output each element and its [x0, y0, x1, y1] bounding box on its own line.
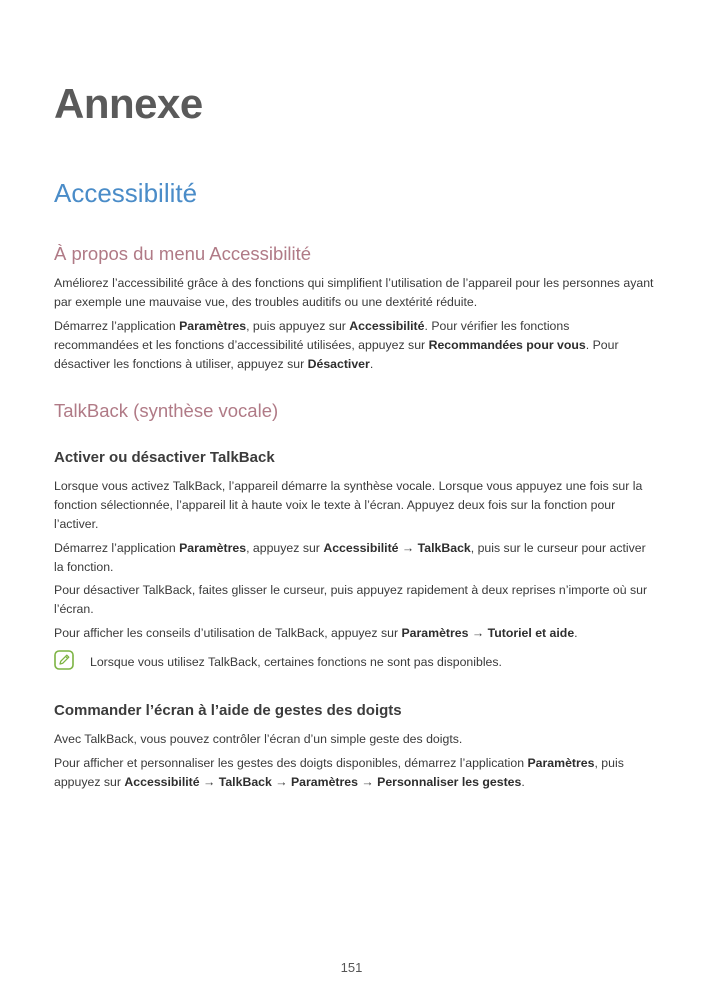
accessibility-menu: Accessibilité: [349, 319, 425, 333]
gestures-paragraph-2: Pour afficher et personnaliser les gestes des doigts disponibles, démarrez l’application Paramètres, puis appuyez sur Accessibilité → TalkBack → Paramètres → Personnaliser les gestes.: [54, 756, 624, 789]
toggle-paragraph-2: Démarrez l’application Paramètres, appuyez sur Accessibilité → TalkBack, puis sur le curseur pour activer la fonction.: [54, 541, 646, 574]
toggle-paragraph-4: Pour afficher les conseils d’utilisation de TalkBack, appuyez sur Paramètres → Tutoriel et aide.: [54, 626, 578, 640]
page-number: 151: [340, 960, 363, 975]
talkback-title: TalkBack (synthèse vocale): [54, 400, 279, 421]
arrow-glyph: →: [357, 775, 378, 789]
disable-menu: Désactiver: [307, 357, 370, 371]
gestures-heading: Commander l’écran à l’aide de gestes des doigts: [54, 702, 402, 719]
arrow-glyph: →: [271, 775, 291, 789]
section-title: Accessibilité: [54, 178, 198, 208]
note-box: [54, 650, 654, 672]
arrow-glyph: →: [468, 626, 488, 640]
toggle-talkback-heading: Activer ou désactiver TalkBack: [54, 449, 275, 466]
toggle-paragraph-1: Lorsque vous activez TalkBack, l’appareil démarre la synthèse vocale. Lorsque vous appuyez une fois sur la fonction sélectionnée, l’appareil lit à haute voix le texte à l’écran. Appuyez deux fois sur la fonction pour l’activer.: [54, 479, 643, 531]
note-pencil-icon: [54, 650, 74, 670]
settings-app-name: Paramètres: [179, 319, 247, 333]
toggle-paragraph-3: Pour désactiver TalkBack, faites glisser le curseur, puis appuyez rapidement à deux reprises n’importe où sur l’écran.: [54, 583, 648, 616]
recommended-menu: Recommandées pour vous: [428, 338, 586, 352]
about-paragraph-2: Démarrez l’application Paramètres, puis appuyez sur Accessibilité. Pour vérifier les fonctions recommandées et les fonctions d’accessibilité utilisées, appuyez sur Recommandées pour vous. Pour désactiver les fonctions à utiliser, appuyez sur Désactiver.: [54, 319, 619, 371]
arrow-glyph: →: [398, 541, 418, 555]
chapter-title: Annexe: [54, 80, 203, 127]
arrow-glyph: →: [199, 775, 219, 789]
gestures-paragraph-1: Avec TalkBack, vous pouvez contrôler l’écran d’un simple geste des doigts.: [54, 732, 463, 746]
note-text: Lorsque vous utilisez TalkBack, certaines fonctions ne sont pas disponibles.: [90, 655, 502, 669]
about-paragraph-1: Améliorez l’accessibilité grâce à des fonctions qui simplifient l’utilisation de l’appareil pour les personnes ayant par exemple une mauvaise vue, des troubles auditifs ou une dextérité réduite.: [54, 276, 654, 309]
about-title: À propos du menu Accessibilité: [54, 243, 312, 264]
